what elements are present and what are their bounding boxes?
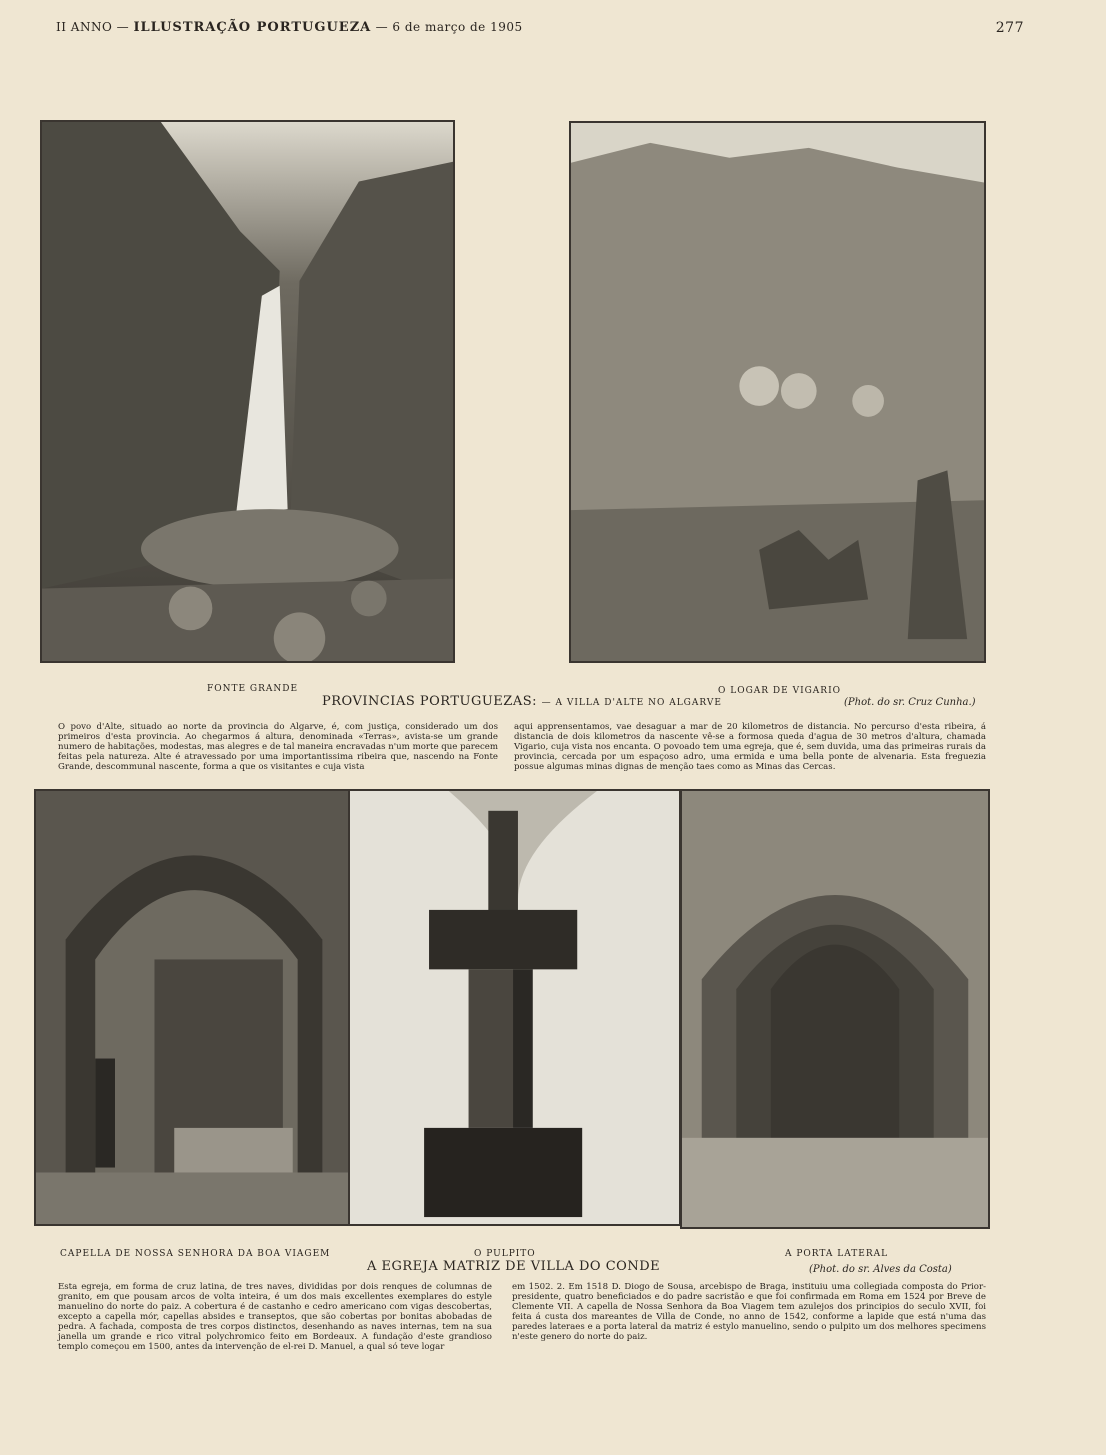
section2-text-right: em 1502. 2. Em 1518 D. Diogo de Sousa, arcebispo de Braga, instituiu uma collegiada composta do Prior-presidente, quatro beneficiados e do padre sacristão e que foi confirmada em Roma em 1524 por Breve de Clemente VII. A capella de Nossa Senhora da Boa Viagem tem azulejos dos principios do seculo XVII, foi feita á custa dos mareantes de Villa de Conde, no anno de 1542, conforme a lapide que está n'uma das paredes lateraes e a porta lateral da matriz é estylo manuelino, sendo o pulpito um dos melhores specimens n'este genero do norte do paiz. xyxy=(512,1282,986,1342)
waterfall-image xyxy=(42,122,453,661)
section1-text-left: O povo d'Alte, situado ao norte da provincia do Algarve, é, com justiça, considerado um dos primeiros d'esta provincia. Ao chegarmos á altura, denominada «Terras», avista-se um grande numero de habitações, modestas, mas alegres e de tal maneira encravadas n'um morte que parecem feitas pela natureza. Alte é atravessado por uma importantissima ribeira que, nascendo na Fonte Grande, descommunal nascente, forma a que os visitantes e cuja vista xyxy=(58,722,498,772)
section2-text-left: Esta egreja, em forma de cruz latina, de tres naves, divididas por dois renques de columnas de granito, em que pousam arcos de volta inteira, é um dos mais excellentes exemplares do estyle manuelino do norte do paiz. A cobertura é de castanho e cedro americano com vigas descobertas, excepto a capella mór, capellas absides e transeptos, que são cobertas por bonitas abobadas de pedra. A fachada, composta de tres corpos distinctos, desenhando as naves internas, tem na sua janella um grande e rico vitral polychromico feito em Bordeaux. A fundação d'este grandioso templo começou em 1500, antes da intervenção de el-rei D. Manuel, a qual só teve logar xyxy=(58,1282,492,1352)
photo-fonte-grande xyxy=(40,120,455,663)
door-image xyxy=(682,791,988,1227)
section1-credit: (Phot. do sr. Cruz Cunha.) xyxy=(844,697,976,708)
section1-title xyxy=(322,694,722,709)
section2-title: A EGREJA MATRIZ DE VILLA DO CONDE xyxy=(367,1259,661,1274)
caption-porta-lateral: A PORTA LATERAL xyxy=(785,1249,889,1259)
photo-logar-de-vigario xyxy=(569,121,986,663)
photo-pulpito xyxy=(348,789,681,1226)
pulpit-image xyxy=(350,791,679,1224)
photo-capella xyxy=(34,789,352,1226)
page-header xyxy=(56,20,1056,40)
section2-credit: (Phot. do sr. Alves da Costa) xyxy=(809,1264,952,1275)
section1-title-sub: — A VILLA D'ALTE NO ALGARVE xyxy=(541,698,722,708)
caption-fonte-grande: FONTE GRANDE xyxy=(207,684,299,694)
page-number: 277 xyxy=(995,20,1024,36)
header-volume: II ANNO — xyxy=(56,20,134,34)
hillside-image xyxy=(571,123,984,661)
caption-logar-de-vigario: O LOGAR DE VIGARIO xyxy=(718,686,842,696)
header-date: — 6 de março de 1905 xyxy=(371,20,523,34)
section1-title-main: PROVINCIAS PORTUGUEZAS: xyxy=(322,694,537,709)
section1-text-right: aqui apprensentamos, vae desaguar a mar de 20 kilometros de distancia. No percurso d'esta ribeira, á distancia de dois kilometros da nascente vê-se a formosa queda d'agua de 30 metros d'altura, chamada Vigario, cuja vista nos encanta. O povoado tem uma egreja, que é, sem duvida, uma das primeiras rurais da provincia, cercada por um espaçoso adro, uma ermida e uma bella ponte de alvenaria. Esta freguezia possue algumas minas dignas de menção taes como as Minas das Cercas. xyxy=(514,722,986,772)
header-title: ILLUSTRAÇÃO PORTUGUEZA xyxy=(133,20,372,35)
caption-capella: CAPELLA DE NOSSA SENHORA DA BOA VIAGEM xyxy=(60,1249,331,1259)
caption-pulpito: O PULPITO xyxy=(474,1249,536,1259)
photo-porta-lateral xyxy=(680,789,990,1229)
chapel-image xyxy=(36,791,350,1224)
header-masthead xyxy=(56,20,523,35)
